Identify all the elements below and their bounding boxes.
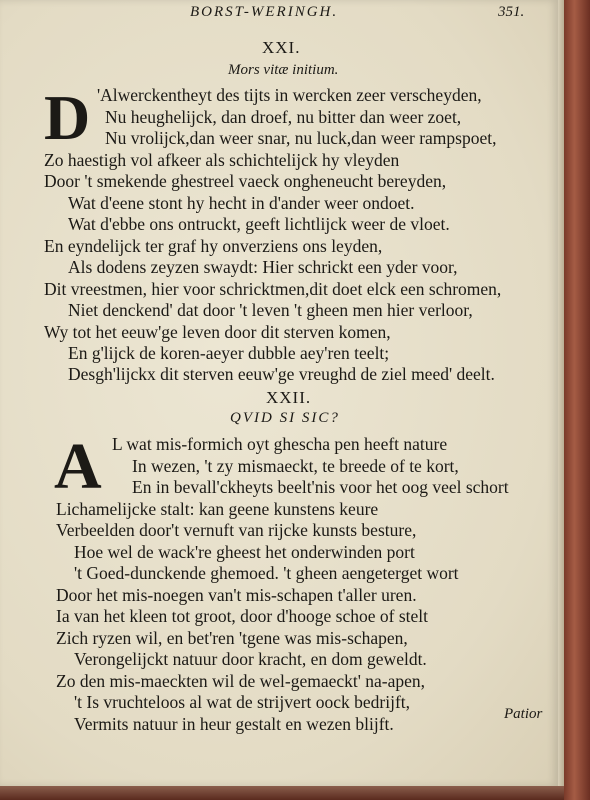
verse-line: Als dodens zeyzen swaydt: Hier schrickt een yder voor, [68, 257, 458, 277]
bottom-edge [0, 786, 564, 800]
verse-line: 't Is vruchteloos al wat de strijvert oock bedrijft, [74, 692, 411, 712]
verse-line: Wat d'eene stont hy hecht in d'ander weer ondoet. [68, 193, 415, 213]
running-header: BORST-WERINGH. [190, 4, 339, 20]
verse-line: Ia van het kleen tot groot, door d'hooge schoe of stelt [56, 606, 429, 626]
verse-line: Door 't smekende ghestreel vaeck ongheneucht bereyden, [44, 171, 447, 191]
poem-number: XXII. [266, 388, 312, 407]
verse-line: Wat d'ebbe ons ontruckt, geeft lichtlijck weer de vloet. [68, 214, 450, 234]
verse-line: Desgh'lijckx dit sterven eeuw'ge vreughd de ziel meed' deelt. [68, 364, 495, 384]
page-number: 351. [498, 4, 525, 20]
drop-cap: D [44, 82, 91, 153]
verse-line: 't Goed-dunckende ghemoed. 't gheen aengeterget wort [74, 563, 459, 583]
book-cover [564, 0, 590, 800]
verse-line: Niet denckend' dat door 't leven 't gheen men hier verloor, [68, 300, 473, 320]
verse-line: En eyndelijck ter graf hy onverziens ons leyden, [44, 236, 383, 256]
verse-line: Verbeelden door't vernuft van rijcke kunsts besture, [56, 520, 417, 540]
verse-line: Verongelijckt natuur door kracht, en dom geweldt. [74, 649, 427, 669]
drop-cap: A [54, 430, 102, 503]
verse-line: Vermits natuur in heur gestalt en wezen blijft. [74, 714, 394, 734]
verse-line: Zo den mis-maeckten wil de wel-gemaeckt' na-apen, [56, 671, 426, 691]
catchword: Patior [504, 706, 543, 722]
verse-line: Zich ryzen wil, en bet'ren 'tgene was mis-schapen, [56, 628, 408, 648]
poem-number: XXI. [262, 38, 301, 57]
verse-line: Door het mis-noegen van't mis-schapen t'aller uren. [56, 585, 417, 605]
poem-subtitle: Mors vitæ initium. [228, 62, 339, 78]
verse-line: Nu heughelijck, dan droef, nu bitter dan weer zoet, [105, 107, 462, 127]
verse-line: 'Alwerckentheyt des tijts in wercken zeer verscheyden, [97, 85, 482, 105]
verse-line: Zo haestigh vol afkeer als schichtelijck hy vleyden [44, 150, 400, 170]
verse-line: In wezen, 't zy mismaeckt, te breede of te kort, [132, 456, 459, 476]
verse-line: Hoe wel de wack're gheest het onderwinden port [74, 542, 415, 562]
verse-line: Nu vrolijck,dan weer snar, nu luck,dan weer rampspoet, [105, 128, 497, 148]
verse-line: En in bevall'ckheyts beelt'nis voor het oog veel schort [132, 477, 509, 497]
poem-subtitle: QVID SI SIC? [230, 410, 340, 426]
verse-line: En g'lijck de koren-aeyer dubble aey'ren teelt; [68, 343, 390, 363]
verse-line: L wat mis-formich oyt ghescha pen heeft nature [112, 434, 448, 454]
verse-line: Lichamelijcke stalt: kan geene kunstens keure [56, 499, 379, 519]
verse-line: Dit vreestmen, hier voor schricktmen,dit doet elck een schromen, [44, 279, 502, 299]
verse-line: Wy tot het eeuw'ge leven door dit sterven komen, [44, 322, 391, 342]
